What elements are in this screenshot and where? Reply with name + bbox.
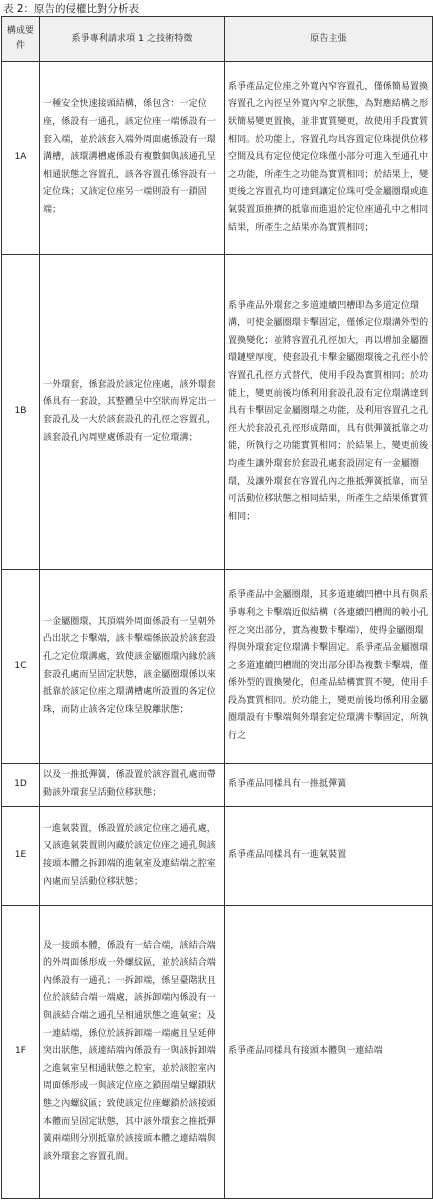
element-id: 1E	[2, 807, 40, 906]
claim-feature-cell: 及一接頭本體，係設有一結合端，該結合端的外周面係形成一外螺紋區，並於該結合端內係設有一通孔；一拆卸端，係呈臺階狀且位於該結合端一端處，該拆卸端內係設有一與該結合端之通孔呈相通狀態之進氣室；及一連結端，係位於該拆卸端一端處且呈延伸突出狀態，該連結端內係設有一與該拆卸端之進氣室呈相通狀態之腔室，並於該腔室內周面係形成一與該定位座之鎖固端呈螺鎖狀態之內螺紋區；致使該定位座螺鎖於該接頭本體而呈固定狀態，其中該外環套之推抵彈簧兩端則分別抵靠於該接頭本體之連結端與該外環套之容置孔間。	[40, 906, 225, 1199]
header-plaintiff-argument: 原告主張	[225, 17, 433, 62]
argument-cell: 系爭產品外環套之多道連續凹槽即為多道定位環溝，可使金屬圈環卡擊固定，僅係定位環溝外型的置換變化；並將容置孔孔徑加大，再以增加金屬圈環鏈壁厚度，使套設孔卡擊金屬圈環後之孔徑小於容置孔孔徑方式替代，使用手段為實質相同；於功能上，變更前後均係利用套設孔設有定位環溝達到具有卡擊固定金屬圈環之功能，及利用容置孔之孔徑大於套設孔孔徑形成階面，具有供彈簧抵靠之功能，所執行之功能實質相同；於結果上，變更前後均產生讓外環套於套設孔處套設固定有一金屬圈環，及讓外環套在容置孔內之推抵彈簧抵靠，而呈可活動位移狀態之相同結果，所產生之結果係實質相同；	[225, 255, 433, 570]
argument-cell: 系爭產品同樣具有一進氣裝置	[225, 807, 433, 906]
table-row	[2, 807, 433, 906]
argument-cell: 系爭產品同樣具有接頭本體與一連結端	[225, 906, 433, 1199]
header-element: 構成要件	[2, 17, 40, 62]
element-id: 1A	[2, 62, 40, 255]
argument-cell: 系爭產品定位座之外寬內窄容置孔，僅係簡易置換容置孔之內徑呈外寬內窄之狀態，為對應結構之形狀簡易變更置換，並非實質變更，故使用手段實質相同。於功能上，容置孔均具容置定位珠提供位移空間及具有定位使定位珠僅小部分可進入至通孔中之功能，所產生之功能為實質相同；於結果上，變更後之容置孔均可達到讓定位珠可受金屬圈環或進氣裝置頂推擠的抵靠而進退於定位座通孔中之相同結果，所產生之結果亦為實質相同；	[225, 62, 433, 255]
claim-feature-cell: 一外環套，係套設於該定位座處，該外環套係具有一套設，其整體呈中空狀而界定出一套設孔及一大於該套設孔的孔徑之容置孔，該套設孔內周壁處係設有一定位環溝；	[40, 255, 225, 570]
element-id: 1D	[2, 764, 40, 807]
claim-feature-cell: 一金屬圈環，其頂端外周面係設有一呈朝外凸出狀之卡擊端，該卡擊端係嵌設於該套設孔之定位環溝處，致使該金屬圈環內緣於該套設孔處而呈固定狀態，該金屬圈環係以來抵靠於該定位座之環溝槽處所設置的各定位珠，而防止該各定位珠呈脫離狀態；	[40, 570, 225, 764]
element-id: 1F	[2, 906, 40, 1199]
header-claim-feature: 系爭專利請求項 1 之技術特徵	[40, 17, 225, 62]
element-id: 1C	[2, 570, 40, 764]
table-row	[2, 906, 433, 1199]
table-row	[2, 62, 433, 255]
table-row	[2, 570, 433, 764]
table-header-row	[2, 17, 433, 62]
table-row	[2, 764, 433, 807]
argument-cell: 系爭產品中金屬圈環，其多道連續凹槽中具有與系爭專利之卡擊端近似結構（各連續凹槽間的較小孔徑之突出部分，實為複數卡擊端），使得金屬圈環得與外環套定位環溝卡擊固定。系爭產品金屬圈環之多道連續凹槽間的突出部分即為複數卡擊端，僅係外型的置換變化，但產品結構實質不變，使用手段為實質相同。於功能上，變更前後均係利用金屬圈環設有卡擊端與外環套定位環溝卡擊固定，所執行之	[225, 570, 433, 764]
argument-cell: 系爭產品同樣具有一推抵彈簧	[225, 764, 433, 807]
table-row	[2, 255, 433, 570]
table-caption: 表 2：原告的侵權比對分析表	[3, 3, 140, 15]
claim-feature-cell: 以及一推抵彈簧，係設置於該容置孔處而帶動該外環套呈活動位移狀態；	[40, 764, 225, 807]
claim-feature-cell: 一種安全快速接頭結構，係包含：一定位座，係設有一通孔，該定位座一端係設有一套入端，並於該套入端外周面處係設有一環溝槽，該環溝槽處係設有複數個與該通孔呈相通狀態之容置孔，該各容置孔係容設有一定位珠；又該定位座另一端則設有一鎖固端；	[40, 62, 225, 255]
claim-feature-cell: 一進氣裝置，係設置於該定位座之通孔處，又該進氣裝置則內藏於該定位座之通孔與該接頭本體之拆卸端的進氣室及連結端之腔室內處而呈活動位移狀態；	[40, 807, 225, 906]
infringement-comparison-table	[1, 16, 433, 1199]
element-id: 1B	[2, 255, 40, 570]
